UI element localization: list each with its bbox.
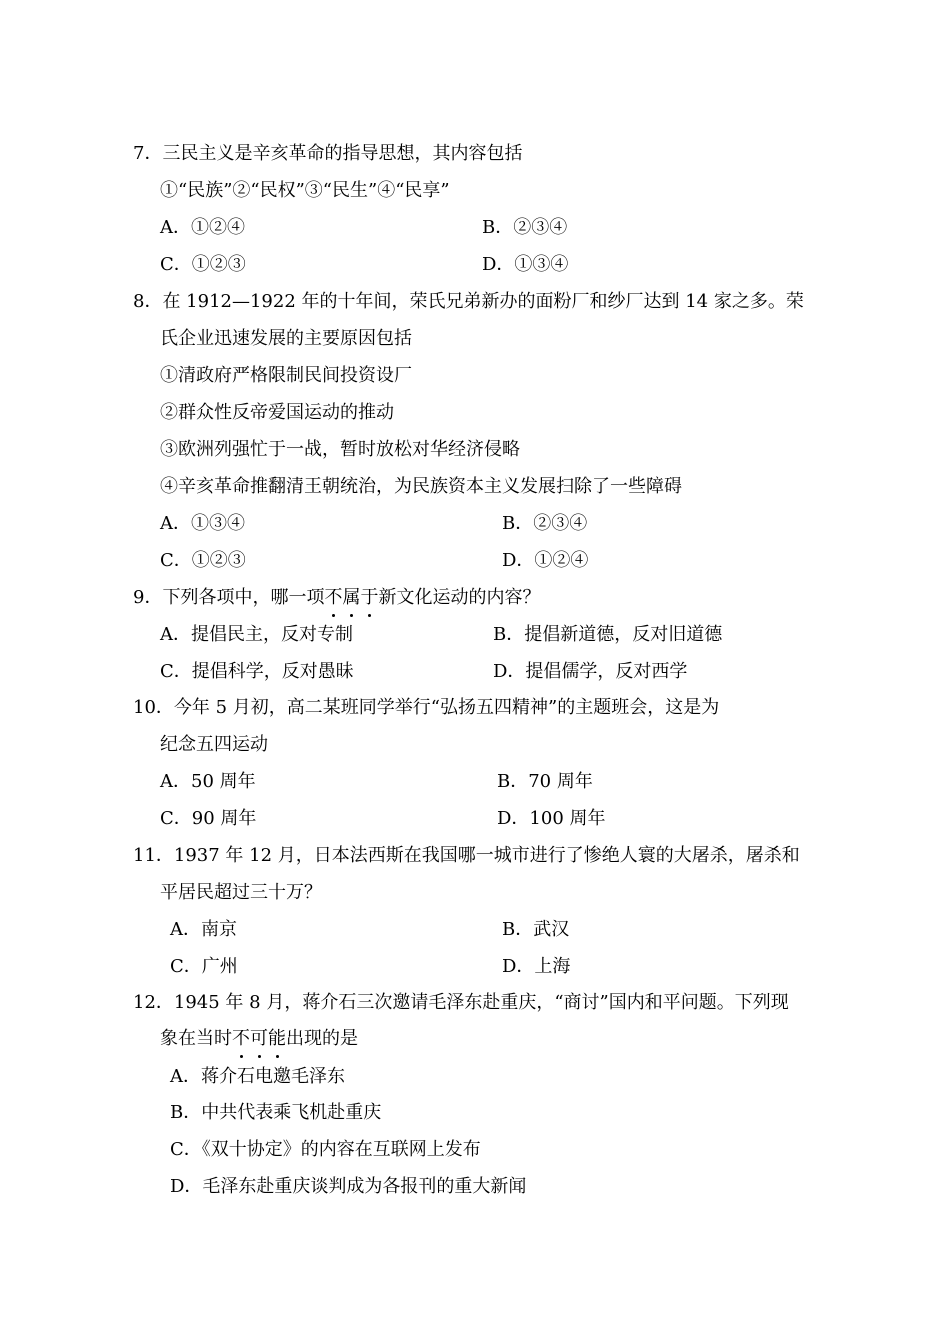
- question-10-option-a: A．50 周年: [160, 771, 256, 792]
- question-7-stem: 7．三民主义是辛亥革命的指导思想，其内容包括: [133, 143, 523, 164]
- question-9-option-b: B．提倡新道德，反对旧道德: [493, 624, 723, 645]
- question-10-option-b: B．70 周年: [497, 771, 593, 792]
- question-9-stem-before: 9．下列各项中，哪一项: [133, 587, 325, 608]
- question-10-option-d: D．100 周年: [497, 808, 606, 829]
- question-12-stem-line2: [160, 1027, 358, 1051]
- question-12-stem-before: 象在当时: [160, 1028, 232, 1049]
- question-11-option-d: D．上海: [502, 956, 571, 977]
- emphasis-char: 不: [232, 1028, 250, 1049]
- question-10-stem-line1: 10．今年 5 月初，高二某班同学举行“弘扬五四精神”的主题班会，这是为: [133, 697, 720, 718]
- emphasis-char: 不: [324, 587, 343, 608]
- emphasis-char: 属: [342, 587, 361, 608]
- emphasis-char: 于: [360, 587, 379, 608]
- question-8-option-d: D．①②④: [502, 550, 589, 571]
- question-9-stem-after: 新文化运动的内容？: [378, 587, 541, 608]
- question-8-item-2: ②群众性反帝爱国运动的推动: [160, 402, 394, 423]
- question-8-option-c: C．①②③: [160, 550, 246, 571]
- emphasis-char: 可: [250, 1028, 268, 1049]
- question-11-option-c: C．广州: [170, 956, 238, 977]
- question-9-option-d: D．提倡儒学，反对西学: [493, 661, 688, 682]
- question-8-option-b: B．②③④: [502, 513, 588, 534]
- emphasis-char: 能: [268, 1028, 286, 1049]
- question-12-option-b: B．中共代表乘飞机赴重庆: [170, 1102, 382, 1123]
- question-7-option-a: A．①②④: [160, 217, 245, 238]
- question-10-option-c: C．90 周年: [160, 808, 257, 829]
- question-10-stem-line2: 纪念五四运动: [160, 734, 268, 755]
- question-8-item-3: ③欧洲列强忙于一战，暂时放松对华经济侵略: [160, 439, 520, 460]
- question-9-stem: [133, 586, 540, 610]
- question-12-stem-after: 出现的是: [286, 1028, 358, 1049]
- question-7-option-d: D．①③④: [482, 254, 569, 275]
- question-11-stem-line1: 11．1937 年 12 月，日本法西斯在我国哪一城市进行了惨绝人寰的大屠杀，屠杀和: [133, 845, 800, 866]
- question-8-option-a: A．①③④: [160, 513, 245, 534]
- question-8-stem-line1: 8．在 1912—1922 年的十年间，荣氏兄弟新办的面粉厂和纱厂达到 14 家之多。荣: [133, 291, 804, 312]
- question-11-option-b: B．武汉: [502, 919, 570, 940]
- question-7-option-b: B．②③④: [482, 217, 568, 238]
- question-12-option-a: A．蒋介石电邀毛泽东: [170, 1066, 345, 1087]
- question-8-item-4: ④辛亥革命推翻清王朝统治，为民族资本主义发展扫除了一些障碍: [160, 476, 682, 497]
- question-9-option-c: C．提倡科学，反对愚昧: [160, 661, 354, 682]
- question-12-option-d: D．毛泽东赴重庆谈判成为各报刊的重大新闻: [170, 1176, 527, 1197]
- question-12-stem-line1: 12．1945 年 8 月，蒋介石三次邀请毛泽东赴重庆，“商讨”国内和平问题。下列现: [133, 992, 789, 1013]
- question-11-stem-line2: 平居民超过三十万？: [160, 882, 322, 903]
- question-7-items: ①“民族”②“民权”③“民生”④“民享”: [160, 180, 450, 201]
- question-9-option-a: A．提倡民主，反对专制: [160, 624, 353, 645]
- question-8-stem-line2: 氏企业迅速发展的主要原因包括: [160, 328, 412, 349]
- question-12-option-c: C．《双十协定》的内容在互联网上发布: [170, 1139, 481, 1160]
- question-7-option-c: C．①②③: [160, 254, 246, 275]
- question-8-item-1: ①清政府严格限制民间投资设厂: [160, 365, 412, 386]
- question-11-option-a: A．南京: [170, 919, 237, 940]
